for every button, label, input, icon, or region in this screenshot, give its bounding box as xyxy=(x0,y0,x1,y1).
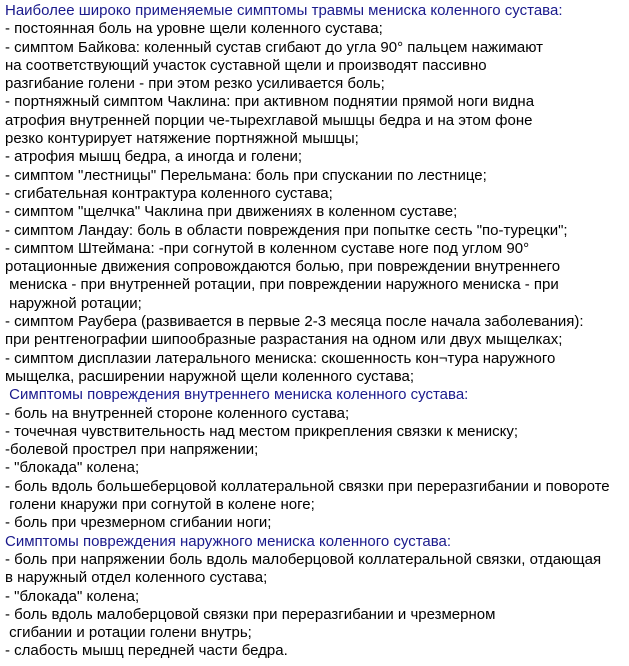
list-item: - симптом Штеймана: -при согнутой в коленном суставе ноге под углом 90° xyxy=(5,239,530,257)
list-item: - симптом "лестницы" Перельмана: боль при спускании по лестнице; xyxy=(5,166,487,184)
list-item-continuation: ротационные движения сопровождаются болью, при повреждении внутреннего xyxy=(5,258,561,276)
list-item-continuation: атрофия внутренней порции че-тырехглавой мышцы бедра и на этом фоне xyxy=(5,111,533,129)
list-item-continuation: на соответствующий участок суставной щели и производят пассивно xyxy=(5,56,487,74)
section-heading-lateral-meniscus: Симптомы повреждения наружного мениска коленного сустава: xyxy=(5,532,452,550)
list-item: - "блокада" колена; xyxy=(5,459,140,477)
list-item-continuation: мениска - при внутренней ротации, при повреждении наружного мениска - при xyxy=(5,276,559,294)
list-item: - симптом Байкова: коленный сустав сгибают до угла 90° пальцем нажимают xyxy=(5,38,544,56)
list-item: - симптом Раубера (развивается в первые 2-3 месяца после начала заболевания): xyxy=(5,313,584,331)
list-item: - боль вдоль малоберцовой связки при переразгибании и чрезмерном xyxy=(5,605,496,623)
list-item: - боль при чрезмерном сгибании ноги; xyxy=(5,514,272,532)
list-item: -болевой прострел при напряжении; xyxy=(5,441,259,459)
list-item: - симптом "щелчка" Чаклина при движениях в коленном суставе; xyxy=(5,203,458,221)
section-heading-medial-meniscus: Симптомы повреждения внутреннего мениска коленного сустава: xyxy=(5,386,469,404)
list-item-continuation: резко контурирует натяжение портняжной мышцы; xyxy=(5,130,359,148)
list-item: - симптом дисплазии латерального мениска: скошенность кон¬тура наружного xyxy=(5,349,556,367)
list-item: - боль при напряжении боль вдоль малоберцовой коллатеральной связки, отдающая xyxy=(5,550,602,568)
list-item: - атрофия мышц бедра, а иногда и голени; xyxy=(5,148,303,166)
list-item: - слабость мышц передней части бедра. xyxy=(5,642,288,660)
list-item: - боль на внутренней стороне коленного сустава; xyxy=(5,404,350,422)
list-item: - "блокада" колена; xyxy=(5,587,140,605)
list-item: - боль вдоль большеберцовой коллатеральной связки при переразгибании и повороте xyxy=(5,477,610,495)
list-item: - портняжный симптом Чаклина: при активном поднятии прямой ноги видна xyxy=(5,93,535,111)
list-item-continuation: сгибании и ротации голени внутрь; xyxy=(5,624,252,642)
list-item: - точечная чувствительность над местом прикрепления связки к мениску; xyxy=(5,422,519,440)
list-item: - постоянная боль на уровне щели коленного сустава; xyxy=(5,20,383,38)
list-item-continuation: при рентгенографии шипообразные разрастания на одном или двух мыщелках; xyxy=(5,331,563,349)
list-item-continuation: наружной ротации; xyxy=(5,294,142,312)
list-item-continuation: голени кнаружи при согнутой в колене ноге; xyxy=(5,496,315,514)
list-item: - сгибательная контрактура коленного сустава; xyxy=(5,184,333,202)
list-item-continuation: разгибание голени - при этом резко усиливается боль; xyxy=(5,75,385,93)
list-item-continuation: мыщелка, расширении наружной щели коленного сустава; xyxy=(5,367,414,385)
list-item: - симптом Ландау: боль в области повреждения при попытке сесть "по-турецки"; xyxy=(5,221,568,239)
document-body xyxy=(5,2,627,661)
section-heading-common-symptoms: Наиболее широко применяемые симптомы травмы мениска коленного сустава: xyxy=(5,2,563,19)
list-item-continuation: в наружный отдел коленного сустава; xyxy=(5,569,268,587)
